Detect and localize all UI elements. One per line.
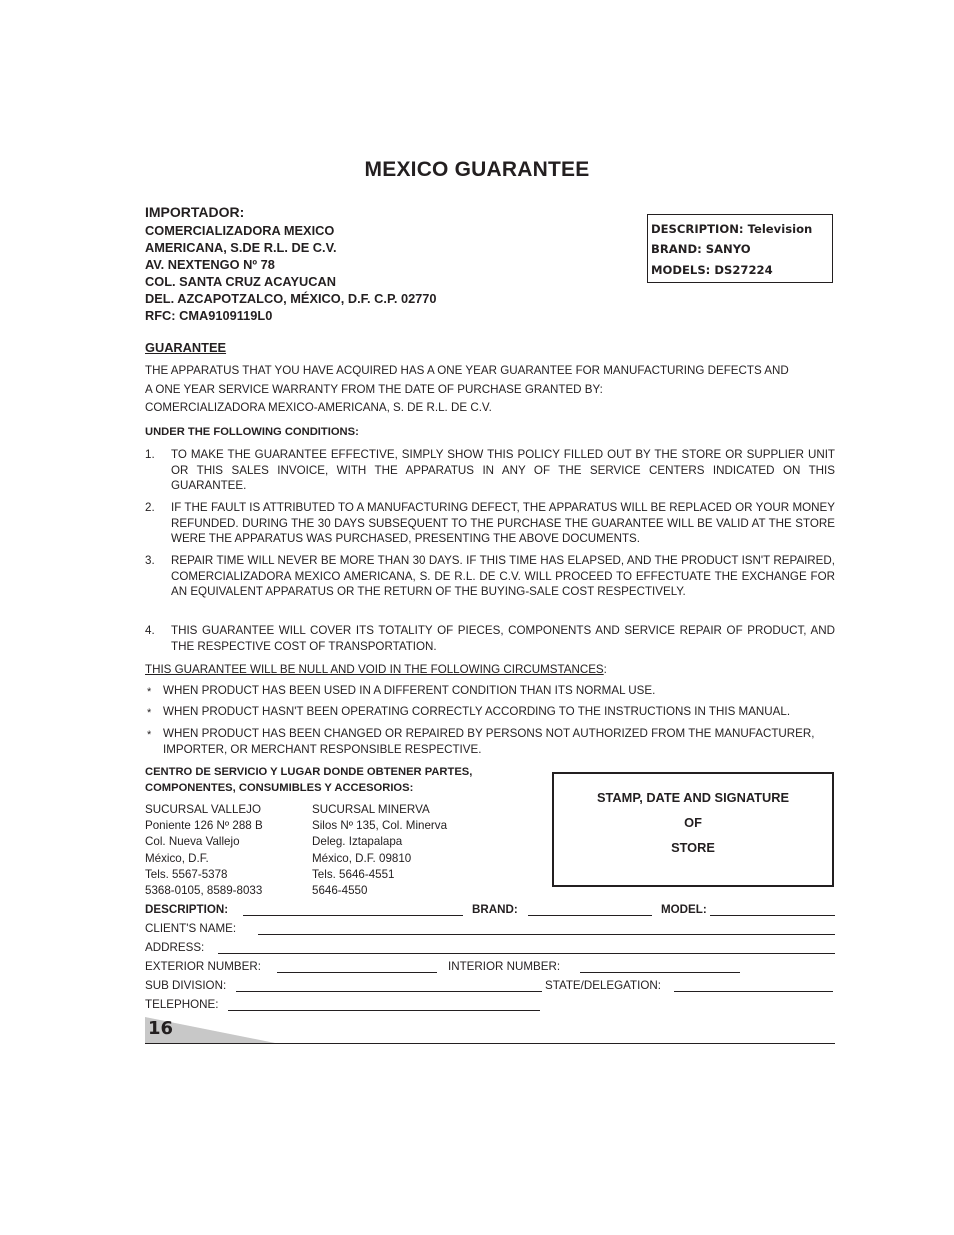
brand-field[interactable] (528, 915, 652, 916)
branch-line: Col. Nueva Vallejo (145, 835, 240, 849)
null-void-colon: : (603, 663, 607, 676)
stamp-line: STAMP, DATE AND SIGNATURE (597, 790, 789, 805)
branch-minerva (312, 802, 447, 899)
branch-line: 5646-4550 (312, 884, 368, 898)
asterisk-icon: * (147, 707, 152, 719)
null-void-text: WHEN PRODUCT HAS BEEN USED IN A DIFFERENT CONDITION THAN ITS NORMAL USE. (163, 684, 656, 697)
condition-text: IF THE FAULT IS ATTRIBUTED TO A MANUFACTURING DEFECT, THE APPARATUS WILL BE REPLACED OR YOUR MONEY REFUNDED. DURING THE 30 DAYS SUBSEQUENT TO THE PURCHASE THE GUARANTEE WILL BE VALID AT THE STORE WERE THE APPARATUS WAS PURCHASED, PRESENTING THE ABOVE DOCUMENTS. (171, 501, 835, 545)
description-field[interactable] (243, 915, 463, 916)
condition-number: 3. (145, 554, 155, 567)
condition-number: 4. (145, 624, 155, 637)
conditions-heading: UNDER THE FOLLOWING CONDITIONS: (145, 426, 359, 438)
condition-number: 2. (145, 501, 155, 514)
condition-item (145, 553, 835, 600)
branch-line: Deleg. Iztapalapa (312, 835, 403, 849)
model-label: MODEL: (661, 903, 707, 916)
guarantee-heading: GUARANTEE (145, 340, 227, 355)
form-row-client-name (145, 922, 835, 938)
importer-address (145, 222, 437, 325)
condition-text: THIS GUARANTEE WILL COVER ITS TOTALITY OF PIECES, COMPONENTS AND SERVICE REPAIR OF PRODUCT, AND THE RESPECTIVE COST OF TRANSPORTATION. (171, 624, 835, 653)
condition-text: REPAIR TIME WILL NEVER BE MORE THAN 30 DAYS. IF THIS TIME HAS ELAPSED, AND THE PRODUCT ISN'T REPAIRED, COMERCIALIZADORA MEXICO AMERICANA, S. DE R.L. DE C.V. WILL PROCEED TO EFFECTUATE THE EXCHANGE FOR AN EQUIVALENT APPARATUS OR THE RETURN OF THE BUYING-SALE COST RESPECTIVELY. (171, 554, 835, 598)
branch-line: Tels. 5646-4551 (312, 867, 395, 881)
model-field[interactable] (710, 915, 835, 916)
telephone-field[interactable] (228, 1010, 540, 1011)
brand-label: BRAND: (472, 903, 518, 916)
client-name-field[interactable] (258, 934, 835, 935)
client-name-label: CLIENT'S NAME: (145, 922, 237, 935)
null-void-item (145, 683, 835, 699)
importer-line: AV. NEXTENGO Nº 78 (145, 257, 275, 273)
sub-division-label: SUB DIVISION: (145, 979, 227, 992)
intro-line: THE APPARATUS THAT YOU HAVE ACQUIRED HAS A ONE YEAR GUARANTEE FOR MANUFACTURING DEFECTS AND (145, 364, 789, 377)
interior-number-label: INTERIOR NUMBER: (448, 960, 561, 973)
importer-line: COL. SANTA CRUZ ACAYUCAN (145, 274, 337, 290)
service-center-heading (145, 765, 472, 796)
exterior-number-label: EXTERIOR NUMBER: (145, 960, 261, 973)
branch-line: México, D.F. (145, 851, 209, 865)
form-row-telephone (145, 998, 835, 1014)
branch-vallejo (145, 802, 263, 899)
state-delegation-label: STATE/DELEGATION: (545, 979, 661, 992)
branch-line: SUCURSAL MINERVA (312, 803, 430, 816)
form-row-description (145, 903, 835, 919)
form-row-address (145, 941, 835, 957)
product-info-box (647, 214, 833, 283)
branch-line: SUCURSAL VALLEJO (145, 803, 261, 816)
branch-line: Silos Nº 135, Col. Minerva (312, 819, 448, 833)
stamp-line: OF (684, 815, 702, 830)
page-title: MEXICO GUARANTEE (364, 158, 590, 181)
footer-rule (145, 1043, 835, 1044)
null-void-text: WHEN PRODUCT HASN'T BEEN OPERATING CORRECTLY ACCORDING TO THE INSTRUCTIONS IN THIS MANUAL. (163, 705, 791, 718)
asterisk-icon: * (147, 686, 152, 698)
address-field[interactable] (218, 953, 835, 954)
page-number: 16 (148, 1018, 174, 1039)
service-heading-line: COMPONENTES, CONSUMIBLES Y ACCESORIOS: (145, 781, 414, 794)
importer-line: COMERCIALIZADORA MEXICO (145, 223, 335, 238)
importer-line: AMERICANA, S.DE R.L. DE C.V. (145, 240, 337, 256)
product-models: MODELS: DS27224 (651, 262, 773, 277)
null-void-heading (145, 663, 607, 676)
branch-line: Tels. 5567-5378 (145, 867, 228, 881)
interior-number-field[interactable] (580, 972, 740, 973)
null-void-item (145, 726, 835, 757)
condition-item (145, 447, 835, 494)
exterior-number-field[interactable] (277, 972, 437, 973)
asterisk-icon: * (147, 729, 152, 741)
intro-line: A ONE YEAR SERVICE WARRANTY FROM THE DATE OF PURCHASE GRANTED BY: (145, 382, 603, 396)
branch-line: México, D.F. 09810 (312, 851, 412, 865)
importer-line: DEL. AZCAPOTZALCO, MÉXICO, D.F. C.P. 02770 (145, 291, 437, 307)
stamp-signature-box (552, 772, 834, 887)
description-label: DESCRIPTION: (145, 903, 229, 916)
null-void-heading-text: THIS GUARANTEE WILL BE NULL AND VOID IN THE FOLLOWING CIRCUMSTANCES (145, 663, 604, 676)
product-description: DESCRIPTION: Television (651, 222, 813, 236)
condition-item (145, 500, 835, 547)
form-row-numbers (145, 960, 835, 976)
address-label: ADDRESS: (145, 941, 205, 954)
stamp-line: STORE (671, 840, 715, 855)
telephone-label: TELEPHONE: (145, 998, 219, 1011)
service-heading-line: CENTRO DE SERVICIO Y LUGAR DONDE OBTENER PARTES, (145, 766, 473, 778)
intro-line: COMERCIALIZADORA MEXICO-AMERICANA, S. DE R.L. DE C.V. (145, 401, 492, 414)
branch-line: Poniente 126 Nº 288 B (145, 819, 263, 833)
condition-item (145, 623, 835, 654)
product-brand: BRAND: SANYO (651, 242, 751, 257)
condition-number: 1. (145, 448, 155, 461)
importer-label: IMPORTADOR: (145, 204, 245, 220)
state-delegation-field[interactable] (674, 991, 833, 992)
sub-division-field[interactable] (236, 991, 542, 992)
form-row-subdivision (145, 979, 835, 995)
branch-line: 5368-0105, 8589-8033 (145, 884, 263, 898)
null-void-text: WHEN PRODUCT HAS BEEN CHANGED OR REPAIRED BY PERSONS NOT AUTHORIZED FROM THE MANUFACTURER, IMPORTER, OR MERCHANT RESPONSIBLE RESPECTIVE. (163, 727, 815, 756)
null-void-item (145, 704, 835, 720)
importer-line: RFC: CMA9109119L0 (145, 308, 273, 324)
guarantee-intro (145, 362, 835, 418)
condition-text: TO MAKE THE GUARANTEE EFFECTIVE, SIMPLY SHOW THIS POLICY FILLED OUT BY THE STORE OR SUPPLIER UNIT OR THIS SALES INVOICE, WITH THE APPARATUS IN ANY OF THE SERVICE CENTERS INDICATED ON THIS GUARANTEE. (171, 448, 835, 492)
